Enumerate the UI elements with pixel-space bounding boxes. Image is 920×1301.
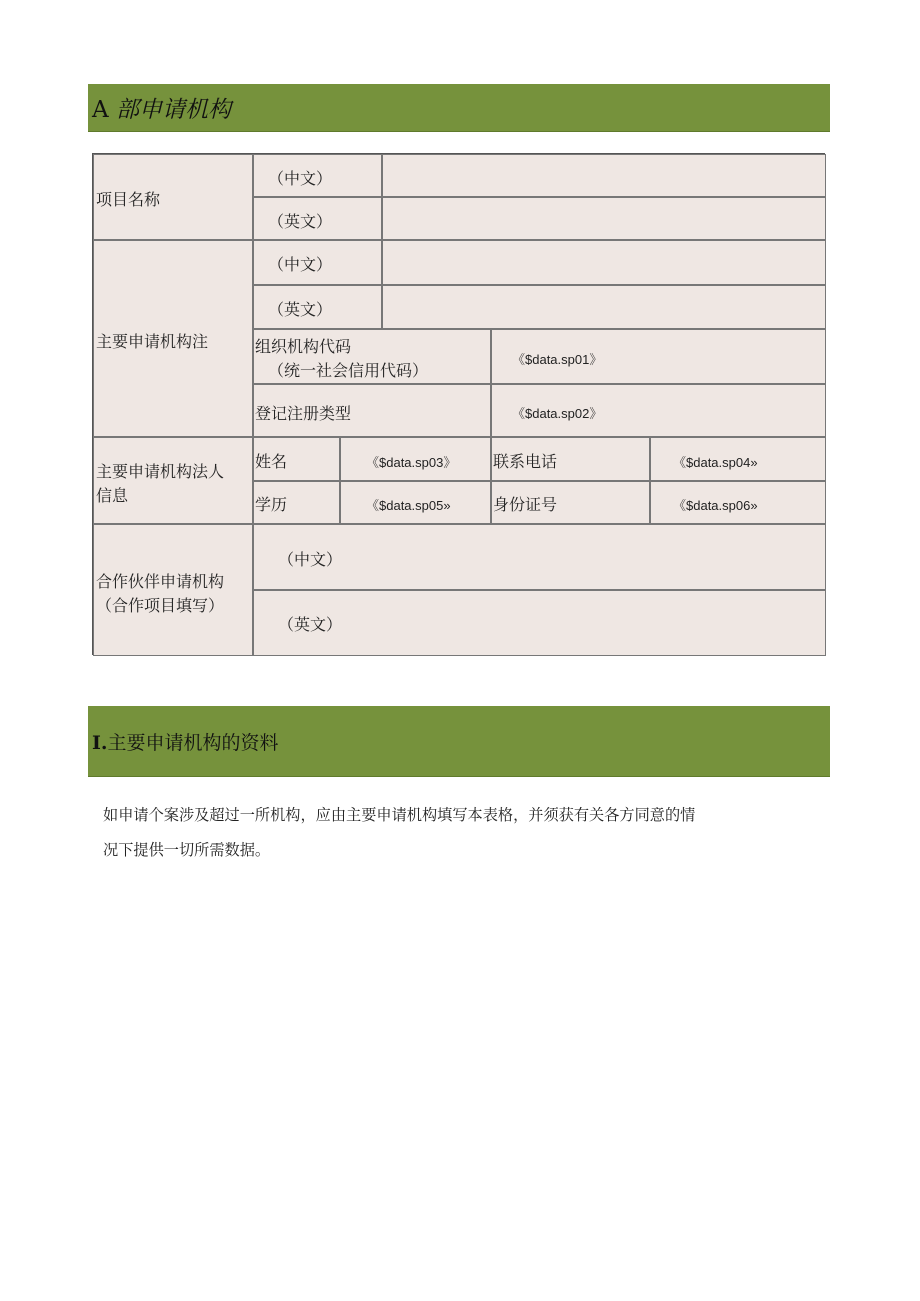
org-code-label-cell — [253, 329, 491, 384]
applicant-form-table — [92, 153, 825, 655]
main-applicant-english-label: （英文） — [268, 300, 333, 319]
section-a-title-text: 部申请机构 — [115, 97, 231, 123]
reg-type-label: 登记注册类型 — [255, 404, 352, 423]
partner-english-label: （英文） — [278, 615, 343, 634]
partner-label-line1: 合作伙伴申请机构 — [96, 572, 225, 591]
education-value-cell[interactable] — [340, 481, 491, 524]
main-applicant-english-input[interactable] — [382, 285, 826, 329]
id-number-value: 《$data.sp06» — [673, 498, 758, 513]
project-name-english-input[interactable] — [382, 197, 826, 240]
section-i-number: I. — [92, 732, 108, 754]
project-name-label: 项目名称 — [96, 190, 161, 209]
phone-label: 联系电话 — [493, 452, 558, 471]
project-name-english-label: （英文） — [268, 212, 333, 231]
name-label-cell — [253, 437, 340, 481]
section-i-title-text: 主要申请机构的资料 — [107, 732, 279, 754]
org-code-label-line1: 组织机构代码 — [255, 337, 352, 356]
instructions-line-1: 如申请个案涉及超过一所机构，应由主要申请机构填写本表格，并须获有关各方同意的情 — [103, 806, 696, 824]
education-label-cell — [253, 481, 340, 524]
project-name-english-label-cell — [253, 197, 382, 240]
phone-value-cell[interactable] — [650, 437, 826, 481]
org-code-label-line2: （统一社会信用代码） — [268, 361, 429, 380]
project-name-label-cell — [93, 154, 253, 240]
name-label: 姓名 — [255, 452, 288, 471]
partner-label-line2: （合作项目填写） — [96, 596, 225, 615]
partner-english-input[interactable] — [253, 590, 826, 656]
org-code-value: 《$data.sp01》 — [512, 352, 603, 367]
org-code-value-cell[interactable] — [491, 329, 826, 384]
project-name-chinese-label-cell — [253, 154, 382, 197]
education-label: 学历 — [255, 495, 288, 514]
phone-label-cell — [491, 437, 650, 481]
partner-chinese-input[interactable] — [253, 524, 826, 590]
name-value: 《$data.sp03》 — [366, 455, 457, 470]
name-value-cell[interactable] — [340, 437, 491, 481]
partner-chinese-label: （中文） — [278, 550, 343, 569]
instructions-line-2: 况下提供一切所需数据。 — [103, 841, 271, 859]
partner-label-cell — [93, 524, 253, 656]
project-name-chinese-label: （中文） — [268, 169, 333, 188]
main-applicant-chinese-label: （中文） — [268, 255, 333, 274]
id-number-label: 身份证号 — [493, 495, 558, 514]
main-applicant-label: 主要申请机构注 — [96, 332, 209, 351]
instructions-paragraph — [103, 798, 827, 868]
main-applicant-english-label-cell — [253, 285, 382, 329]
education-value: 《$data.sp05» — [366, 498, 451, 513]
main-applicant-chinese-input[interactable] — [382, 240, 826, 285]
reg-type-value: 《$data.sp02》 — [512, 406, 603, 421]
section-a-header — [88, 84, 830, 132]
legal-rep-label-cell — [93, 437, 253, 524]
main-applicant-chinese-label-cell — [253, 240, 382, 285]
phone-value: 《$data.sp04» — [673, 455, 758, 470]
reg-type-value-cell[interactable] — [491, 384, 826, 437]
section-a-title — [92, 91, 231, 124]
section-i-header — [88, 706, 830, 777]
section-i-title — [92, 728, 279, 755]
main-applicant-label-cell — [93, 240, 253, 437]
legal-rep-label-line1: 主要申请机构法人 — [96, 462, 225, 481]
legal-rep-label-line2: 信息 — [96, 486, 129, 505]
project-name-chinese-input[interactable] — [382, 154, 826, 197]
reg-type-label-cell — [253, 384, 491, 437]
section-a-letter: A — [92, 97, 109, 123]
id-number-value-cell[interactable] — [650, 481, 826, 524]
id-number-label-cell — [491, 481, 650, 524]
